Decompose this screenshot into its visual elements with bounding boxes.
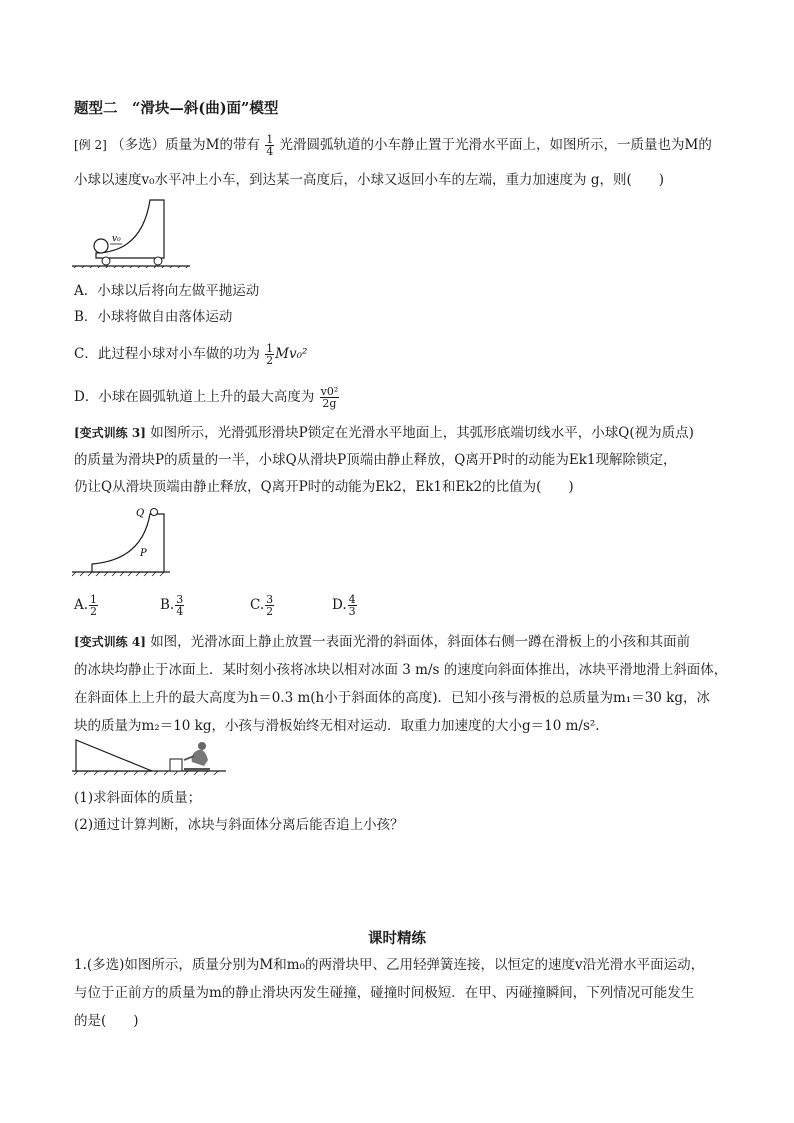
practice-line2: 与位于正前方的质量为m的静止滑块丙发生碰撞，碰撞时间极短．在甲、丙碰撞瞬间，下列情况可能发生 — [74, 985, 695, 1001]
example2-line1 — [74, 134, 712, 157]
variant4-line3: 在斜面体上上升的最大高度为h＝0.3 m(h小于斜面体的高度)．已知小孩与滑板的总质量为m₁＝30 kg，冰 — [74, 690, 710, 706]
example2-tag: [例 2] — [74, 138, 107, 152]
example2-option-a: A．小球以后将向左做平抛运动 — [74, 283, 260, 299]
section-title: 题型二 “滑块—斜(曲)面”模型 — [74, 100, 279, 117]
example2-text-part2: 光滑圆弧轨道的小车静止置于光滑水平面上，如图所示，一质量也为M的 — [279, 137, 712, 153]
label-p: P — [140, 548, 147, 559]
variant3-option-b: B. $\frac{3}{4}$ — [160, 593, 184, 618]
practice-title: 课时精练 — [368, 930, 426, 947]
variant3-option-d: D. $\frac{4}{3}$ — [332, 593, 356, 618]
variant4-question1: (1)求斜面体的质量； — [74, 790, 202, 806]
variant3-line2: 的质量为滑块P的质量的一半，小球Q从滑块P顶端由静止释放，Q离开P时的动能为Ek1现解除锁定， — [74, 452, 677, 468]
variant4-line1: [变式训练 4] 如图，光滑冰面上静止放置一表面光滑的斜面体，斜面体右侧一蹲在滑板上的小孩和其面前 — [74, 634, 691, 650]
variant3-line3: 仍让Q从滑块顶端由静止释放，Q离开P时的动能为Ek2，Ek1和Ek2的比值为( ) — [74, 479, 574, 495]
example2-text-part1: （多选）质量为M的带有 — [111, 137, 260, 153]
example2-option-b: B．小球将做自由落体运动 — [74, 309, 233, 325]
incline-child-figure — [72, 738, 228, 776]
variant3-option-a: A. $\frac{1}{2}$ — [74, 593, 98, 618]
cart-track-figure — [72, 196, 192, 268]
example2-option-c: C．此过程小球对小车做的功为 $\frac{1}{2}$ Mv₀² — [74, 342, 308, 367]
example2-line2: 小球以速度v₀水平冲上小车，到达某一高度后，小球又返回小车的左端，重力加速度为 g，则( ) — [74, 172, 665, 188]
practice-line3: 的是( ) — [74, 1013, 139, 1029]
variant4-tag: [变式训练 4] — [74, 635, 146, 649]
label-q: Q — [136, 508, 145, 519]
example2-fraction: $\frac{1}{4}$ — [266, 133, 274, 158]
variant3-option-c: C. $\frac{3}{2}$ — [250, 593, 274, 618]
variant3-line1: [变式训练 3] 如图所示，光滑弧形滑块P锁定在光滑水平地面上，其弧形底端切线水平，小球Q(视为质点) — [74, 425, 694, 441]
practice-line1: 1.(多选)如图所示，质量分别为M和m₀的两滑块甲、乙用轻弹簧连接，以恒定的速度v沿光滑水平面运动， — [74, 957, 705, 973]
variant4-line4: 块的质量为m₂＝10 kg，小孩与滑板始终无相对运动．取重力加速度的大小g＝10 m/s². — [74, 718, 600, 734]
variant3-tag: [变式训练 3] — [74, 426, 146, 440]
variant4-question2: (2)通过计算判断，冰块与斜面体分离后能否追上小孩？ — [74, 817, 404, 833]
arc-slider-figure — [72, 504, 172, 580]
example2-option-d: D．小球在圆弧轨道上上升的最大高度为 $\frac{\text{v0²}}{2g}$ — [74, 385, 339, 410]
variant4-line2: 的冰块均静止于冰面上．某时刻小孩将冰块以相对冰面 3 m/s 的速度向斜面体推出，冰块平滑地滑上斜面体， — [74, 662, 728, 678]
velocity-label: v₀ — [112, 234, 121, 244]
